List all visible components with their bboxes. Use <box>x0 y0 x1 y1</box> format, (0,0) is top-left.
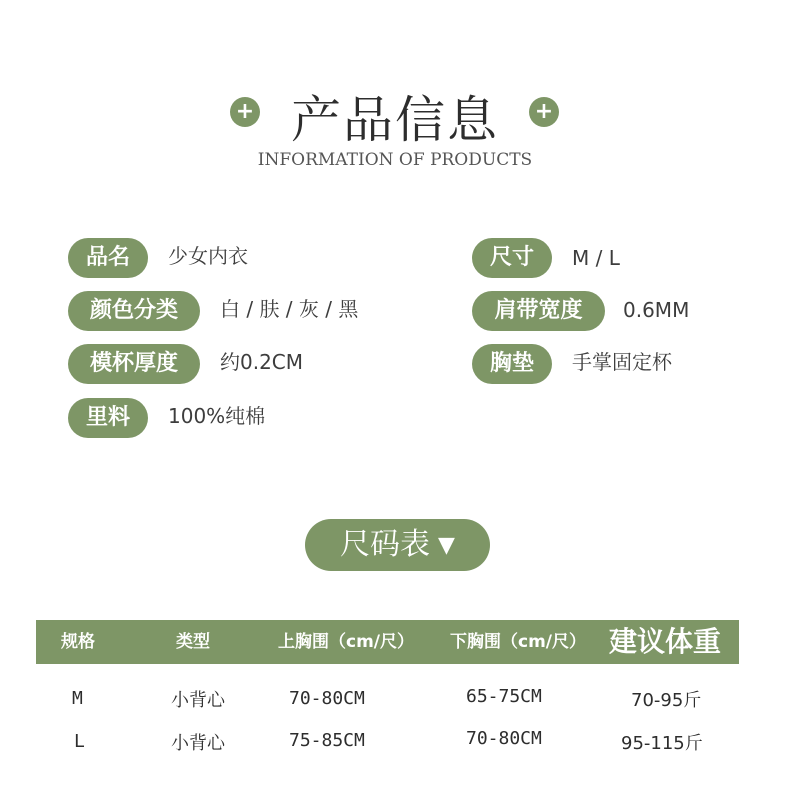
label-color-category: 颜色分类 <box>68 291 200 331</box>
value-color-category: 白 / 肤 / 灰 / 黑 <box>220 297 359 321</box>
value-chest-pad: 手掌固定杯 <box>572 350 672 374</box>
table-cell-size: L <box>74 731 85 752</box>
plus-icon-right: + <box>529 97 559 127</box>
header-upper-bust: 上胸围（cm/尺） <box>278 632 414 652</box>
table-cell-type: 小背心 <box>171 690 225 711</box>
label-lining: 里料 <box>68 398 148 438</box>
header-under-bust: 下胸围（cm/尺） <box>450 632 586 652</box>
plus-icon-left: + <box>230 97 260 127</box>
header-spec: 规格 <box>61 632 95 652</box>
label-strap-width: 肩带宽度 <box>472 291 605 331</box>
value-lining: 100%纯棉 <box>168 404 266 428</box>
label-chest-pad: 胸垫 <box>472 344 552 384</box>
page-title: 产品信息 <box>291 91 499 149</box>
size-table-header <box>36 620 739 664</box>
page-subtitle: INFORMATION OF PRODUCTS <box>257 150 533 170</box>
value-product-name: 少女内衣 <box>168 244 248 268</box>
header-suggested-weight: 建议体重 <box>609 625 722 658</box>
label-size: 尺寸 <box>472 238 552 278</box>
chevron-down-icon: ▼ <box>438 533 455 558</box>
table-cell-type: 小背心 <box>171 733 225 754</box>
table-cell-under-bust: 65-75CM <box>466 686 542 707</box>
table-cell-upper-bust: 75-85CM <box>289 730 365 751</box>
value-cup-thickness: 约0.2CM <box>220 350 304 374</box>
label-cup-thickness: 模杯厚度 <box>68 344 200 384</box>
label-product-name: 品名 <box>68 238 148 278</box>
table-cell-upper-bust: 70-80CM <box>289 688 365 709</box>
table-cell-weight: 70-95斤 <box>631 690 702 711</box>
header-type: 类型 <box>176 632 210 652</box>
value-size: M / L <box>572 246 620 270</box>
table-cell-size: M <box>72 688 83 709</box>
size-chart-button[interactable] <box>305 519 490 571</box>
value-strap-width: 0.6MM <box>623 298 690 322</box>
table-cell-weight: 95-115斤 <box>621 733 703 754</box>
table-cell-under-bust: 70-80CM <box>466 728 542 749</box>
size-chart-label: 尺码表 <box>340 527 431 562</box>
